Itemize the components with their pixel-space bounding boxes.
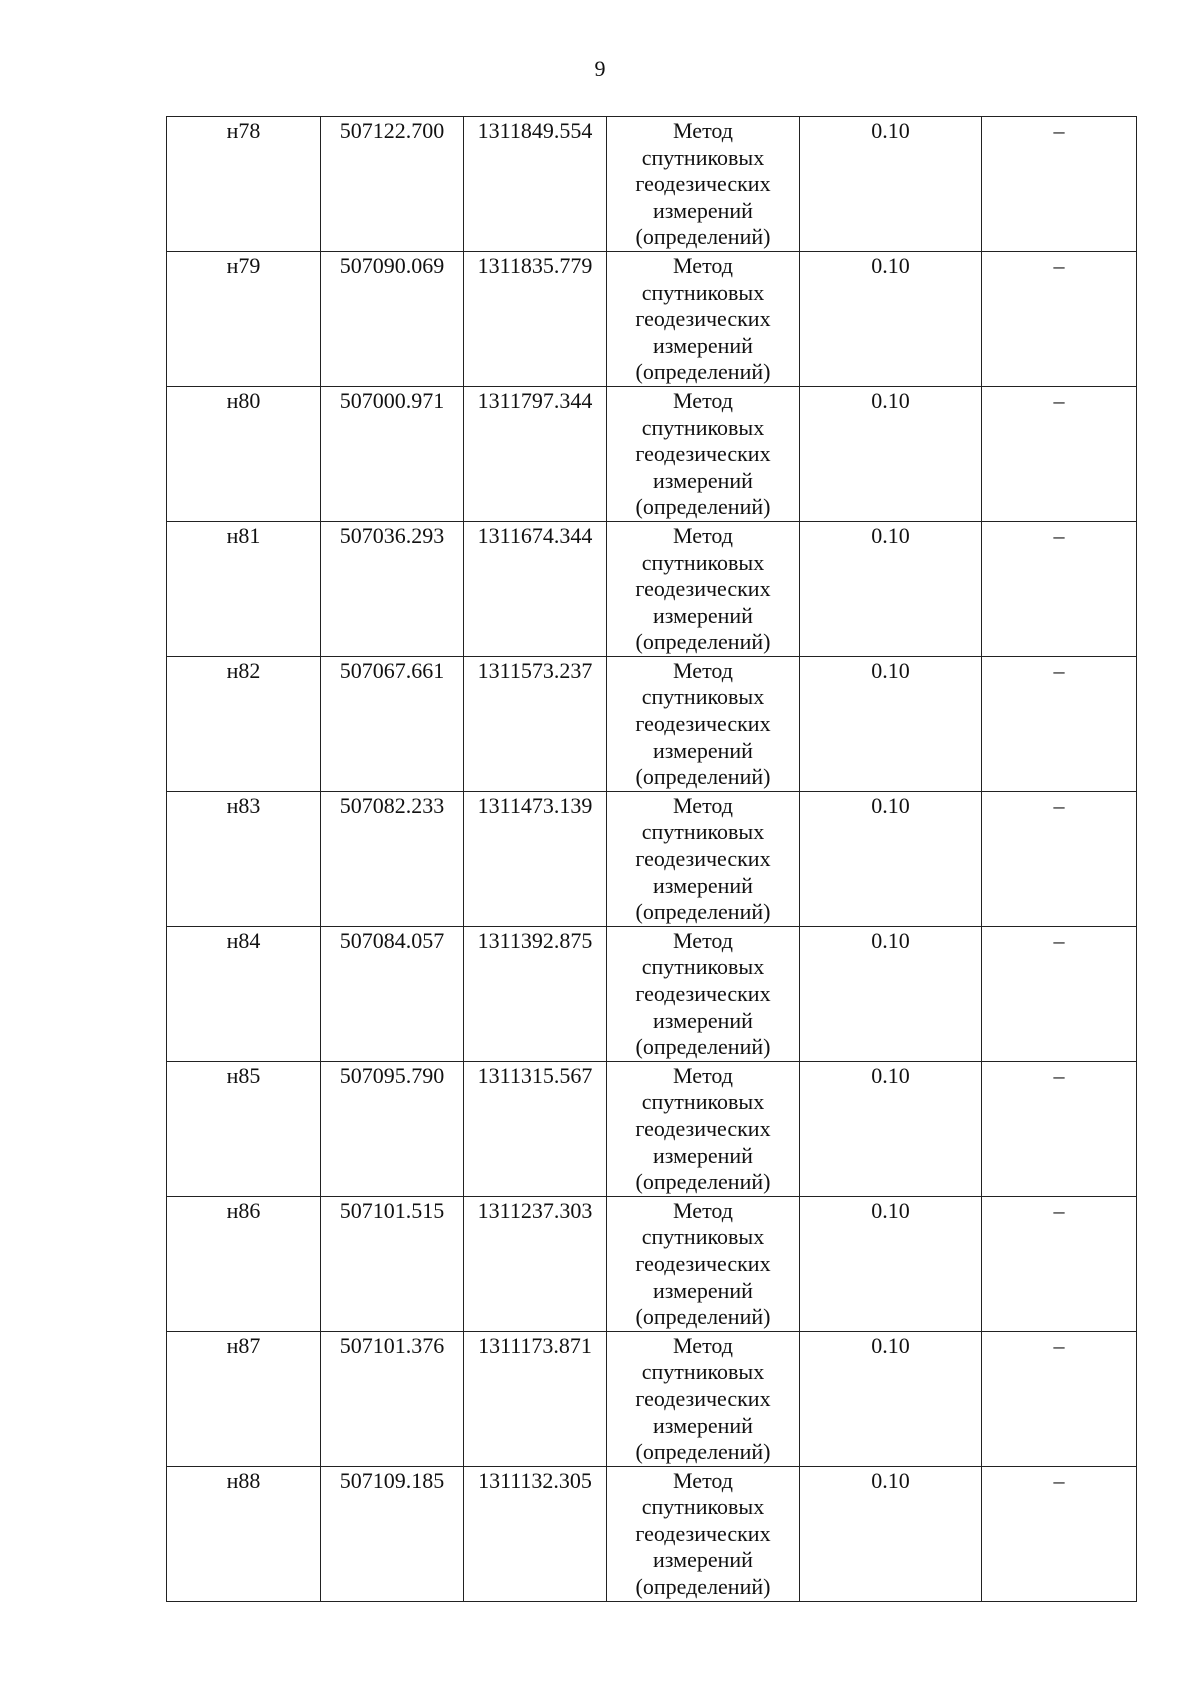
description-cell: – xyxy=(982,656,1137,791)
coordinate-x-cell: 507122.700 xyxy=(321,117,464,252)
method-line: измерений xyxy=(653,602,753,628)
point-id-cell: н80 xyxy=(167,386,321,521)
coordinate-y-cell: 1311132.305 xyxy=(464,1466,607,1601)
method-line: (определений) xyxy=(635,494,771,520)
coordinate-y-cell: 1311173.871 xyxy=(464,1331,607,1466)
table-row xyxy=(167,1061,1137,1196)
description-cell: – xyxy=(982,791,1137,926)
method-line: Метод xyxy=(673,252,733,278)
method-line: Метод xyxy=(673,1062,733,1088)
method-line: (определений) xyxy=(635,359,771,385)
accuracy-cell: 0.10 xyxy=(800,1196,982,1331)
method-line: Метод xyxy=(673,118,733,143)
coordinate-y-cell: 1311797.344 xyxy=(464,386,607,521)
method-line: (определений) xyxy=(635,1169,771,1195)
method-cell xyxy=(607,117,800,252)
method-line: измерений xyxy=(653,332,753,358)
table-row xyxy=(167,1331,1137,1466)
method-cell xyxy=(607,926,800,1061)
method-line: (определений) xyxy=(635,1439,771,1465)
coordinates-table xyxy=(166,116,1137,1602)
description-cell: – xyxy=(982,1196,1137,1331)
coordinate-x-cell: 507000.971 xyxy=(321,386,464,521)
method-line: геодезических xyxy=(635,981,771,1006)
method-line: спутниковых xyxy=(641,1224,765,1250)
description-cell: – xyxy=(982,521,1137,656)
coordinate-y-cell: 1311849.554 xyxy=(464,117,607,252)
method-line: измерений xyxy=(653,1277,753,1303)
method-line: измерений xyxy=(653,1142,753,1168)
point-id-cell: н85 xyxy=(167,1061,321,1196)
method-line: (определений) xyxy=(635,629,771,655)
point-id-cell: н87 xyxy=(167,1331,321,1466)
method-line: спутниковых xyxy=(641,414,765,440)
coordinate-y-cell: 1311237.303 xyxy=(464,1196,607,1331)
coordinates-table-body xyxy=(167,117,1137,1602)
coordinate-x-cell: 507101.515 xyxy=(321,1196,464,1331)
method-line: Метод xyxy=(673,927,733,953)
description-cell: – xyxy=(982,251,1137,386)
method-cell xyxy=(607,1331,800,1466)
method-line: спутниковых xyxy=(641,819,765,845)
coordinate-x-cell: 507109.185 xyxy=(321,1466,464,1601)
method-line: измерений xyxy=(653,467,753,493)
method-line: Метод xyxy=(673,522,733,548)
method-line: (определений) xyxy=(635,1034,771,1060)
method-cell xyxy=(607,1061,800,1196)
point-id-cell: н78 xyxy=(167,117,321,252)
method-line: геодезических xyxy=(635,846,771,872)
method-line: Метод xyxy=(673,657,733,683)
method-cell xyxy=(607,656,800,791)
table-row xyxy=(167,521,1137,656)
method-line: измерений xyxy=(653,737,753,763)
table-row xyxy=(167,386,1137,521)
accuracy-cell: 0.10 xyxy=(800,386,982,521)
method-line: измерений xyxy=(653,197,753,223)
method-cell xyxy=(607,251,800,386)
method-line: спутниковых xyxy=(641,954,765,980)
method-cell xyxy=(607,386,800,521)
table-row xyxy=(167,1196,1137,1331)
coordinate-y-cell: 1311392.875 xyxy=(464,926,607,1061)
method-line: геодезических xyxy=(635,171,771,197)
coordinate-x-cell: 507036.293 xyxy=(321,521,464,656)
description-cell: – xyxy=(982,117,1137,252)
method-line: Метод xyxy=(673,1467,733,1493)
method-line: (определений) xyxy=(635,224,771,250)
coordinate-x-cell: 507067.661 xyxy=(321,656,464,791)
method-line: спутниковых xyxy=(641,684,765,710)
accuracy-cell: 0.10 xyxy=(800,656,982,791)
point-id-cell: н81 xyxy=(167,521,321,656)
method-line: (определений) xyxy=(635,764,771,790)
table-row xyxy=(167,656,1137,791)
method-line: спутниковых xyxy=(641,549,765,575)
method-line: (определений) xyxy=(635,899,771,925)
page-number: 9 xyxy=(594,56,606,81)
accuracy-cell: 0.10 xyxy=(800,926,982,1061)
description-cell: – xyxy=(982,1466,1137,1601)
method-line: Метод xyxy=(673,1197,733,1223)
description-cell: – xyxy=(982,1061,1137,1196)
method-line: спутниковых xyxy=(641,1089,765,1115)
method-line: геодезических xyxy=(635,441,771,467)
coordinate-y-cell: 1311835.779 xyxy=(464,251,607,386)
method-line: геодезических xyxy=(635,576,771,602)
coordinate-y-cell: 1311573.237 xyxy=(464,656,607,791)
accuracy-cell: 0.10 xyxy=(800,521,982,656)
point-id-cell: н82 xyxy=(167,656,321,791)
point-id-cell: н79 xyxy=(167,251,321,386)
method-line: геодезических xyxy=(635,711,771,737)
method-line: геодезических xyxy=(635,1250,771,1276)
description-cell: – xyxy=(982,926,1137,1061)
method-line: геодезических xyxy=(635,1385,771,1411)
table-row xyxy=(167,1466,1137,1601)
accuracy-cell: 0.10 xyxy=(800,1061,982,1196)
table-row xyxy=(167,117,1137,252)
method-line: геодезических xyxy=(635,1520,771,1546)
method-line: спутниковых xyxy=(641,1359,765,1385)
method-line: измерений xyxy=(653,1547,753,1573)
method-line: Метод xyxy=(673,1332,733,1358)
coordinate-y-cell: 1311315.567 xyxy=(464,1061,607,1196)
method-line: Метод xyxy=(673,387,733,413)
description-cell: – xyxy=(982,386,1137,521)
point-id-cell: н88 xyxy=(167,1466,321,1601)
coordinate-y-cell: 1311473.139 xyxy=(464,791,607,926)
method-line: геодезических xyxy=(635,306,771,332)
coordinate-x-cell: 507101.376 xyxy=(321,1331,464,1466)
method-line: (определений) xyxy=(635,1574,771,1600)
method-line: измерений xyxy=(653,1412,753,1438)
method-cell xyxy=(607,1196,800,1331)
coordinate-x-cell: 507082.233 xyxy=(321,791,464,926)
table-row xyxy=(167,791,1137,926)
point-id-cell: н84 xyxy=(167,926,321,1061)
method-line: измерений xyxy=(653,872,753,898)
coordinate-y-cell: 1311674.344 xyxy=(464,521,607,656)
method-line: спутниковых xyxy=(641,1494,765,1520)
accuracy-cell: 0.10 xyxy=(800,251,982,386)
method-cell xyxy=(607,521,800,656)
point-id-cell: н83 xyxy=(167,791,321,926)
table-row xyxy=(167,926,1137,1061)
coordinate-x-cell: 507084.057 xyxy=(321,926,464,1061)
method-line: спутниковых xyxy=(641,279,765,305)
accuracy-cell: 0.10 xyxy=(800,1331,982,1466)
method-line: спутниковых xyxy=(641,144,765,170)
method-line: измерений xyxy=(653,1007,753,1033)
accuracy-cell: 0.10 xyxy=(800,791,982,926)
method-line: геодезических xyxy=(635,1115,771,1141)
method-line: Метод xyxy=(673,792,733,818)
accuracy-cell: 0.10 xyxy=(800,117,982,252)
accuracy-cell: 0.10 xyxy=(800,1466,982,1601)
coordinate-x-cell: 507095.790 xyxy=(321,1061,464,1196)
table-row xyxy=(167,251,1137,386)
method-line: (определений) xyxy=(635,1304,771,1330)
coordinate-x-cell: 507090.069 xyxy=(321,251,464,386)
description-cell: – xyxy=(982,1331,1137,1466)
point-id-cell: н86 xyxy=(167,1196,321,1331)
method-cell xyxy=(607,1466,800,1601)
method-cell xyxy=(607,791,800,926)
